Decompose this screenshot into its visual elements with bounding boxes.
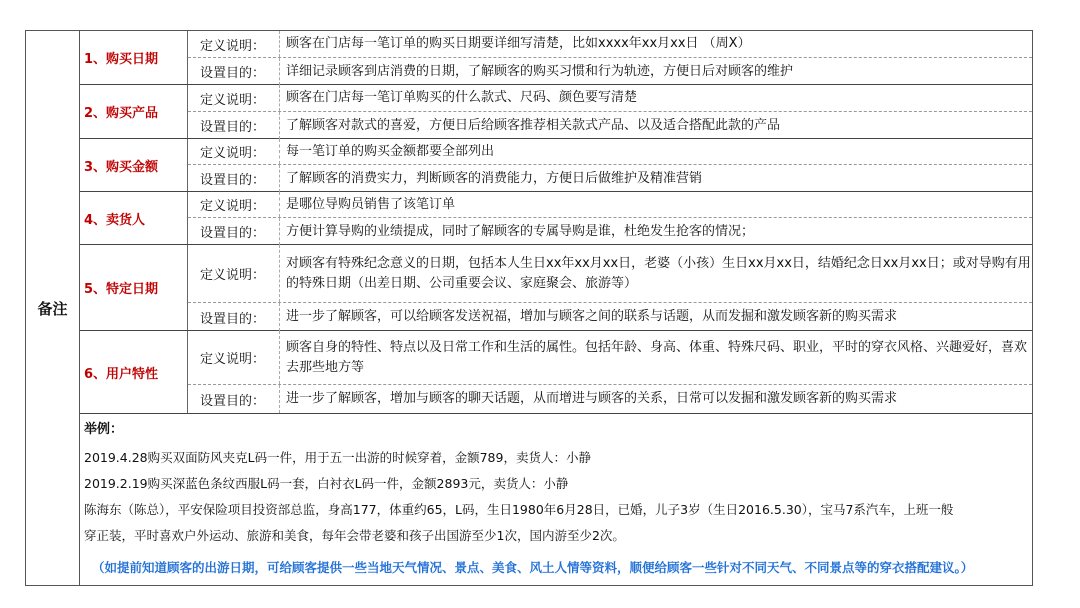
purpose-row	[188, 112, 1032, 139]
item-purchase-date	[80, 31, 1032, 85]
definition-label: 定义说明：	[188, 31, 280, 57]
definition-row	[188, 31, 1032, 58]
purpose-row	[188, 303, 1032, 331]
item-purchase-product	[80, 85, 1032, 139]
example-section	[80, 413, 1032, 586]
item-title: 3、购买金额	[80, 139, 188, 191]
purpose-label: 设置目的：	[188, 58, 280, 85]
purpose-row	[188, 218, 1032, 245]
definition-text: 顾客自身的特性、特点以及日常工作和生活的属性。包括年龄、身高、体重、特殊尺码、职业，平时的穿衣风格、兴趣爱好，喜欢去那些地方等	[286, 339, 1028, 375]
example-line: 穿正装，平时喜欢户外运动、旅游和美食，每年会带老婆和孩子出国游至少1次，国内游至少2次。	[84, 528, 625, 543]
item-special-dates	[80, 245, 1032, 331]
example-note: （如提前知道顾客的出游日期，可给顾客提供一些当地天气情况、景点、美食、风土人情等资料，顺便给顾客一些针对不同天气、不同景点等的穿衣搭配建议。）	[92, 560, 974, 575]
definition-text: 每一笔订单的购买金额都要全部列出	[286, 143, 495, 159]
definition-row	[188, 85, 1032, 112]
definition-label: 定义说明：	[188, 331, 280, 384]
item-title: 2、购买产品	[80, 85, 188, 138]
example-title: 举例：	[84, 422, 124, 437]
purpose-text: 方便计算导购的业绩提成，同时了解顾客的专属导购是谁，杜绝发生抢客的情况；	[286, 223, 755, 239]
item-title: 5、特定日期	[80, 245, 188, 330]
definition-text: 顾客在门店每一笔订单的购买日期要详细写清楚，比如xxxx年xx月xx日 （周X）	[286, 36, 751, 51]
definition-label: 定义说明：	[188, 245, 280, 302]
definition-text: 对顾客有特殊纪念意义的日期，包括本人生日xx年xx月xx日，老婆（小孩）生日xx月xx日，结婚纪念日xx月xx日；或对导购有用的特殊日期（出差日期、公司重要会议、家庭聚会、旅游等）	[286, 255, 1031, 291]
item-purchase-amount	[80, 139, 1032, 192]
item-title: 1、购买日期	[80, 31, 188, 84]
remark-label: 备注	[26, 31, 80, 585]
purpose-text: 了解顾客对款式的喜爱，方便日后给顾客推荐相关款式产品、以及适合搭配此款的产品	[286, 117, 781, 133]
item-user-traits	[80, 331, 1032, 413]
purpose-row	[188, 58, 1032, 85]
purpose-label: 设置目的：	[188, 112, 280, 139]
item-title: 4、卖货人	[80, 192, 188, 244]
purpose-text: 详细记录顾客到店消费的日期，了解顾客的购买习惯和行为轨迹，方便日后对顾客的维护	[286, 63, 794, 79]
purpose-label: 设置目的：	[188, 218, 280, 245]
definition-text: 顾客在门店每一笔订单购买的什么款式、尺码、颜色要写清楚	[286, 90, 638, 105]
purpose-label: 设置目的：	[188, 385, 280, 413]
definition-label: 定义说明：	[188, 139, 280, 164]
remarks-table	[25, 30, 1033, 586]
item-title: 6、用户特性	[80, 331, 188, 413]
purpose-row	[188, 165, 1032, 192]
definition-row	[188, 245, 1032, 303]
item-seller	[80, 192, 1032, 245]
definition-label: 定义说明：	[188, 192, 280, 217]
example-line: 2019.4.28购买双面防风夹克L码一件，用于五一出游的时候穿着，金额789，卖货人：小静	[84, 450, 591, 465]
purpose-label: 设置目的：	[188, 165, 280, 192]
definition-label: 定义说明：	[188, 85, 280, 111]
purpose-label: 设置目的：	[188, 303, 280, 331]
example-line: 2019.2.19购买深蓝色条纹西服L码一套，白衬衣L码一件，金额2893元，卖货人：小静	[84, 476, 569, 491]
example-line: 陈海东（陈总），平安保险项目投资部总监，身高177，体重约65，L码，生日1980年6月28日，已婚，儿子3岁（生日2016.5.30），宝马7系汽车，上班一般	[84, 502, 954, 517]
purpose-text: 进一步了解顾客，增加与顾客的聊天话题，从而增进与顾客的关系，日常可以发掘和激发顾客新的购买需求	[286, 391, 898, 406]
definition-text: 是哪位导购员销售了该笔订单	[286, 196, 456, 212]
definition-row	[188, 139, 1032, 165]
purpose-text: 了解顾客的消费实力，判断顾客的消费能力，方便日后做维护及精准营销	[286, 170, 703, 186]
purpose-row	[188, 385, 1032, 413]
definition-row	[188, 192, 1032, 218]
definition-row	[188, 331, 1032, 385]
purpose-text: 进一步了解顾客，可以给顾客发送祝福，增加与顾客之间的联系与话题，从而发掘和激发顾客新的购买需求	[286, 309, 898, 324]
